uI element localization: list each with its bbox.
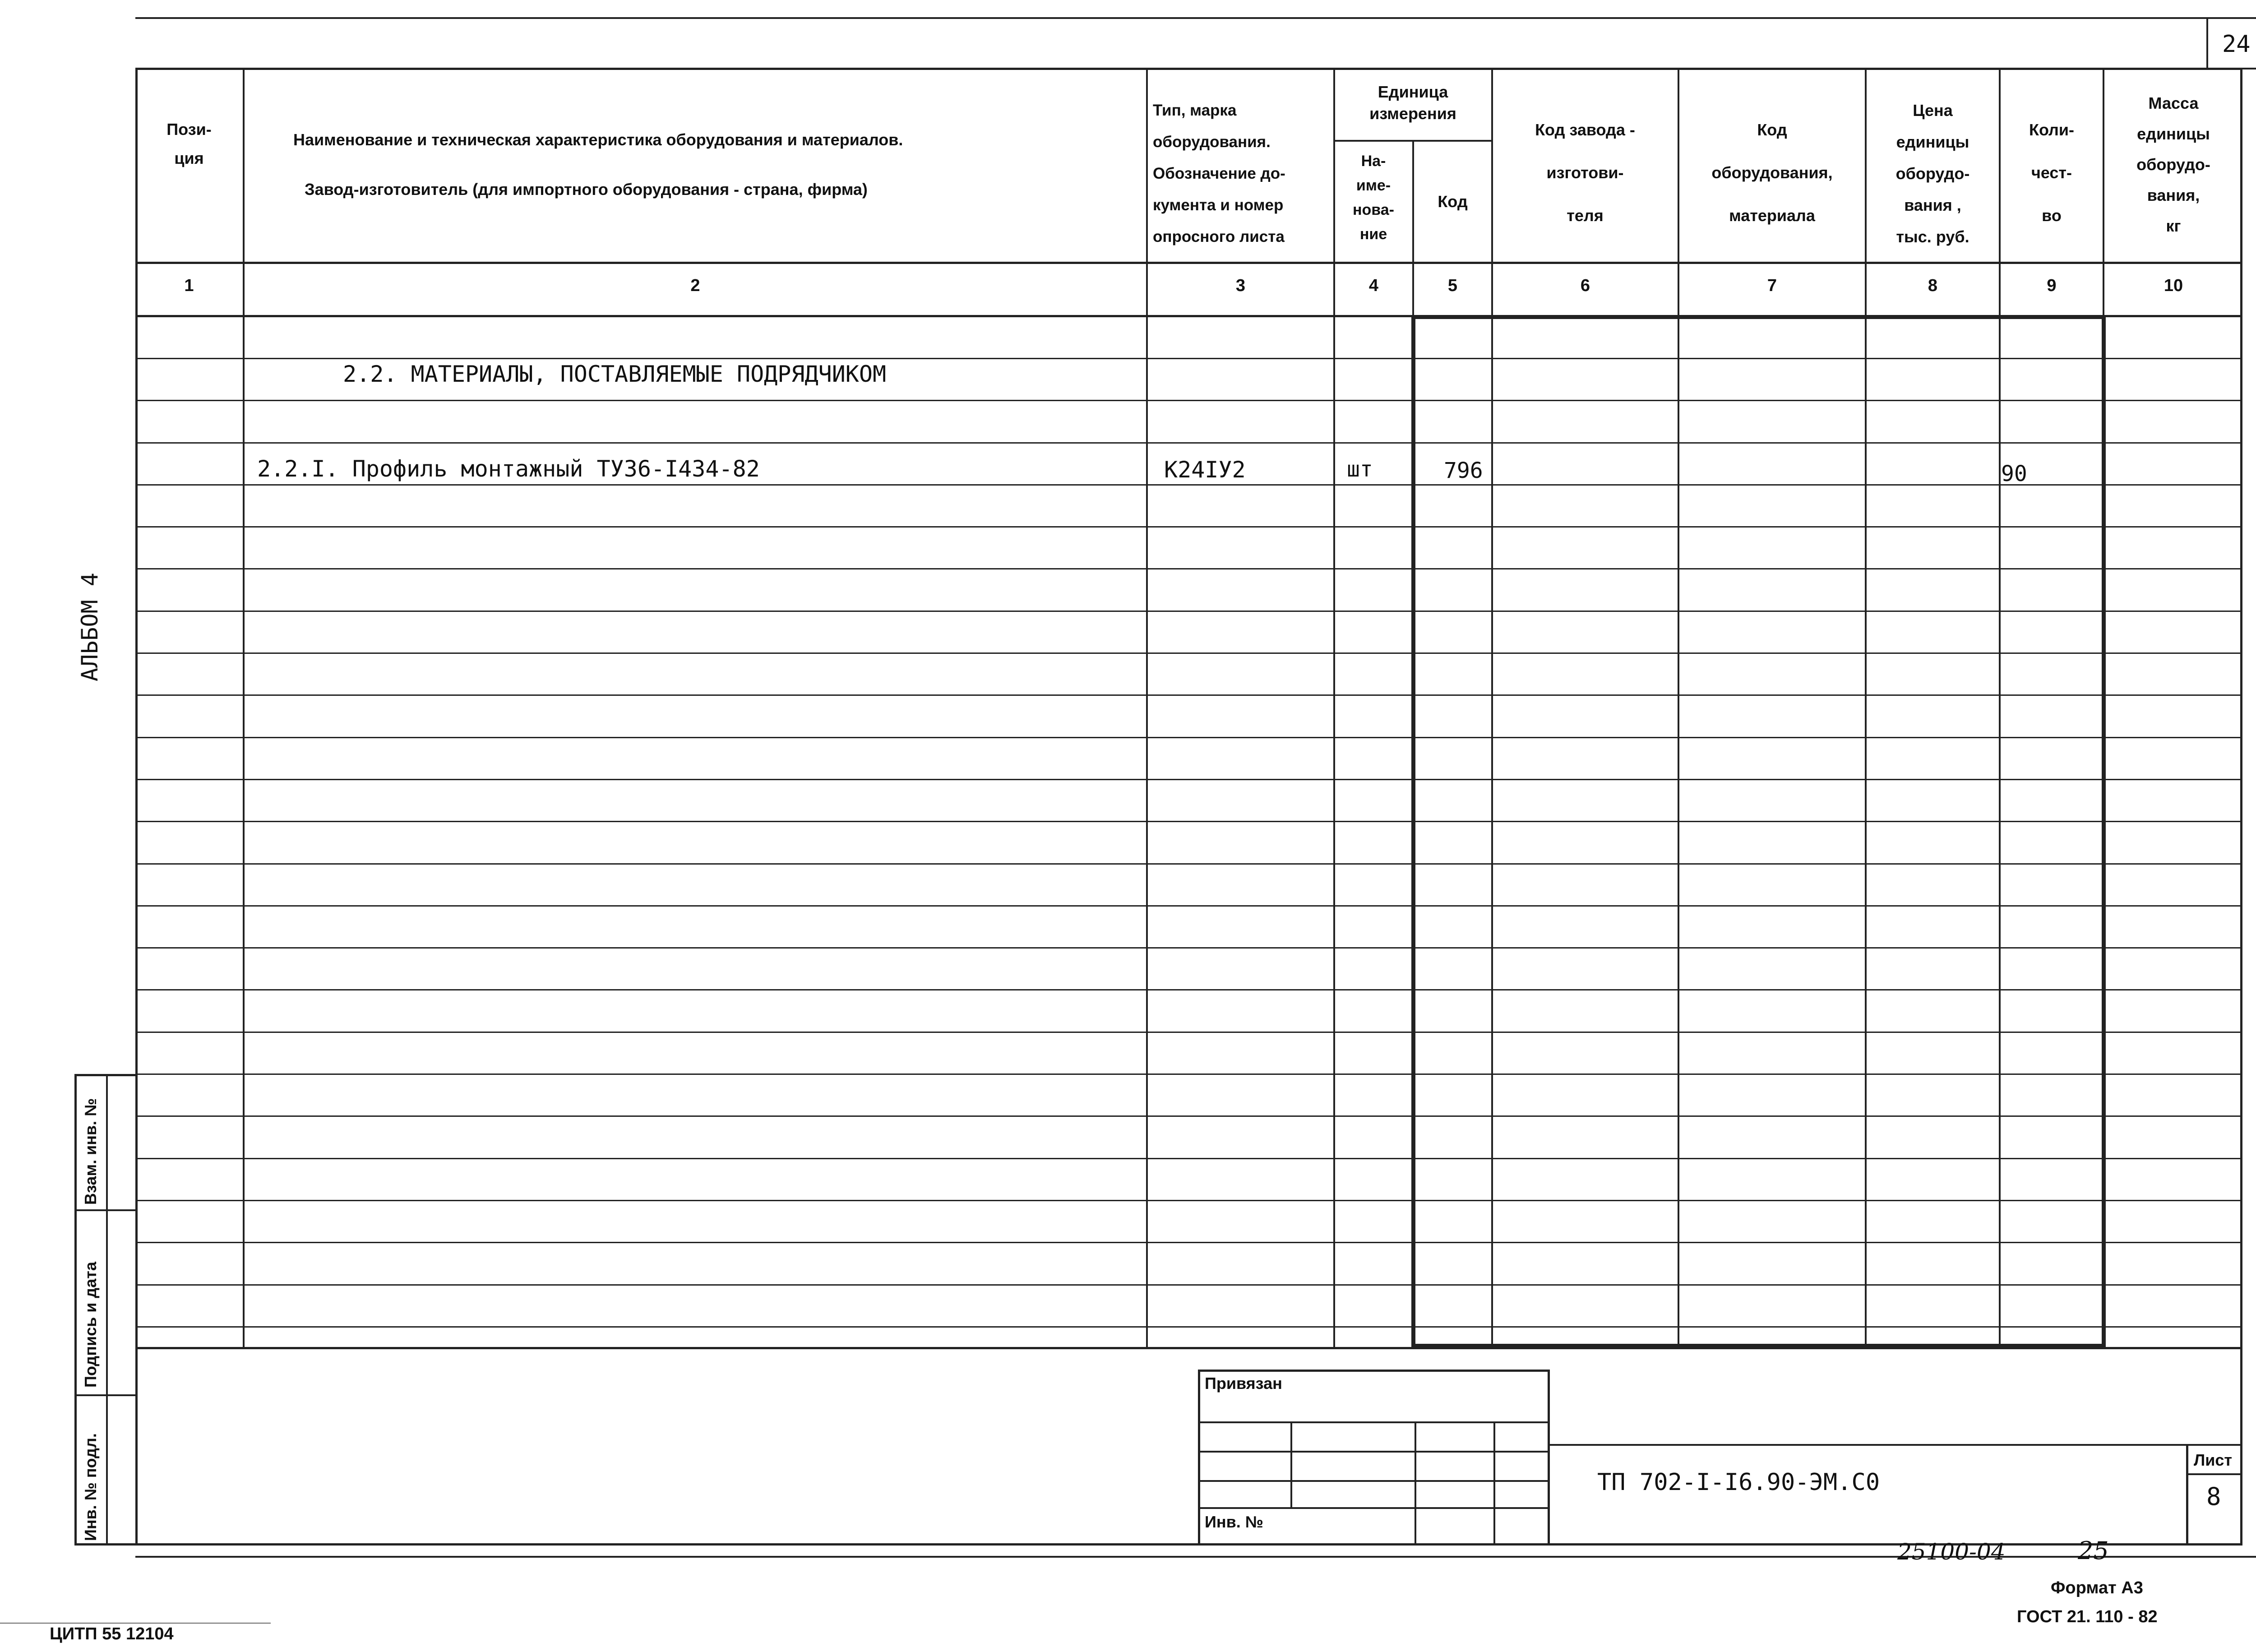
col-number-5: 5: [1447, 276, 1458, 295]
table-row-line: [135, 611, 2242, 612]
bold-col-5-left: [1411, 316, 1415, 1347]
frame-top: [135, 17, 2256, 19]
header-col2: Наименование и техническая характеристика оборудования и материалов. Завод-изготовитель (для импортного оборудования - страна, фирма): [293, 130, 903, 199]
table-row-line: [135, 442, 2242, 444]
item-name: 2.2.I. Профиль монтажный ТУ36-I434-82: [257, 456, 760, 482]
col-number-9: 9: [2047, 276, 2057, 295]
header-col4: На- име- нова- ние: [1353, 153, 1394, 243]
header-col5: Код: [1438, 192, 1468, 211]
table-row-line: [135, 1115, 2242, 1117]
header-unit-group: Единица измерения: [1369, 83, 1456, 123]
table-row-line: [135, 1200, 2242, 1201]
privyazan-line-2: [1198, 1451, 1550, 1453]
table-row-line: [135, 400, 2242, 401]
table-row-line: [135, 358, 2242, 359]
doc-block-top: [1550, 1444, 2242, 1446]
table-row-line: [135, 779, 2242, 780]
col-number-7: 7: [1767, 276, 1777, 295]
col-line-6: [1678, 68, 1679, 1349]
col-number-1: 1: [184, 276, 194, 295]
table-row-line: [135, 1284, 2242, 1286]
col-line-8: [1999, 68, 2001, 1349]
table-row-line: [135, 1032, 2242, 1033]
col-number-10: 10: [2164, 276, 2183, 295]
privyazan-line-1: [1198, 1421, 1550, 1423]
table-row-line: [135, 526, 2242, 528]
privyazan-line-3: [1198, 1480, 1550, 1482]
privyazan-line-4: [1198, 1507, 1550, 1509]
sheet-number: 8: [2206, 1482, 2221, 1511]
side-stamp-inv: Инв. № подл.: [81, 1433, 100, 1541]
table-row-line: [135, 905, 2242, 907]
col-number-6: 6: [1580, 276, 1590, 295]
table-row-line: [135, 652, 2242, 654]
handwritten-code: 25100-04: [1897, 1539, 2006, 1565]
header-bottom-line: [135, 262, 2242, 264]
gost-label: ГОСТ 21. 110 - 82: [2017, 1607, 2158, 1626]
tsitp-label: ЦИТП 55 12104: [50, 1624, 174, 1643]
bold-col-9-right: [2102, 316, 2106, 1347]
format-label: Формат А3: [2051, 1578, 2143, 1597]
item-unit-code: 796: [1444, 458, 1483, 483]
table-row-line: [135, 1326, 2242, 1328]
table-row-line: [135, 568, 2242, 569]
bold-bottom: [1411, 1344, 2106, 1347]
table-row-line: [135, 737, 2242, 738]
table-row-line: [135, 1158, 2242, 1159]
numbers-bottom-line: [135, 315, 2242, 317]
side-stamp-divider-1: [74, 1209, 138, 1211]
item-type: К24IУ2: [1164, 457, 1246, 483]
side-album: АЛЬБОМ 4: [77, 573, 103, 681]
header-col1: Пози- ция: [166, 120, 212, 167]
table-row-line: [135, 484, 2242, 486]
table-row-line: [135, 821, 2242, 822]
col-number-3: 3: [1235, 276, 1246, 295]
header-col10: Масса единицы оборудо- вания, кг: [2136, 94, 2210, 235]
col-line-7: [1865, 68, 1867, 1349]
privyazan-vline-2: [1415, 1421, 1416, 1546]
header-col9: Коли- чест- во: [2029, 120, 2075, 225]
privyazan-vline-3: [1493, 1421, 1495, 1546]
privyazan-label: Привязан: [1205, 1374, 1282, 1393]
privyazan-vline-1: [1290, 1421, 1292, 1507]
col-line-2: [1146, 68, 1148, 1349]
table-row-line: [135, 863, 2242, 865]
corner-number: 24: [2222, 31, 2251, 58]
doc-code: ТП 702-I-I6.90-ЭМ.С0: [1597, 1469, 1880, 1496]
header-col7: Код оборудования, материала: [1711, 120, 1833, 225]
sheet-label: Лист: [2194, 1451, 2233, 1469]
section-title: 2.2. МАТЕРИАЛЫ, ПОСТАВЛЯЕМЫЕ ПОДРЯДЧИКОМ: [343, 361, 887, 387]
col-number-4: 4: [1368, 276, 1379, 295]
col-line-3: [1333, 68, 1335, 1349]
unit-group-line: [1333, 140, 1492, 142]
table-row-line: [135, 947, 2242, 949]
header-col8: Цена единицы оборудо- вания , тыс. руб.: [1895, 101, 1970, 246]
side-stamp-vzam: Взам. инв. №: [81, 1098, 100, 1205]
col-number-2: 2: [690, 276, 700, 295]
item-quantity: 90: [2001, 461, 2027, 486]
col-number-8: 8: [1928, 276, 1938, 295]
col-line-1: [243, 68, 245, 1349]
table-row-line: [135, 1242, 2242, 1243]
side-stamp-divider-inner: [106, 1074, 108, 1546]
handwritten-page: 25: [2078, 1536, 2109, 1565]
header-col6: Код завода - изготови- теля: [1535, 120, 1635, 225]
bottom-frame: [135, 1347, 2242, 1546]
side-stamp-podpis: Подпись и дата: [81, 1262, 100, 1388]
side-stamp-divider-2: [74, 1394, 138, 1396]
header-col3: Тип, марка оборудования. Обозначение до- кумента и номер опросного листа: [1153, 102, 1285, 245]
sheet-box-divider: [2186, 1473, 2242, 1475]
item-unit-name: шт: [1347, 457, 1373, 482]
col-line-5: [1491, 68, 1493, 1349]
main-table: [135, 68, 2242, 1349]
table-row-line: [135, 1074, 2242, 1075]
table-row-line: [135, 694, 2242, 696]
inv-label: Инв. №: [1205, 1513, 1263, 1531]
table-row-line: [135, 989, 2242, 990]
tsitp-dash-line: [0, 1623, 271, 1624]
